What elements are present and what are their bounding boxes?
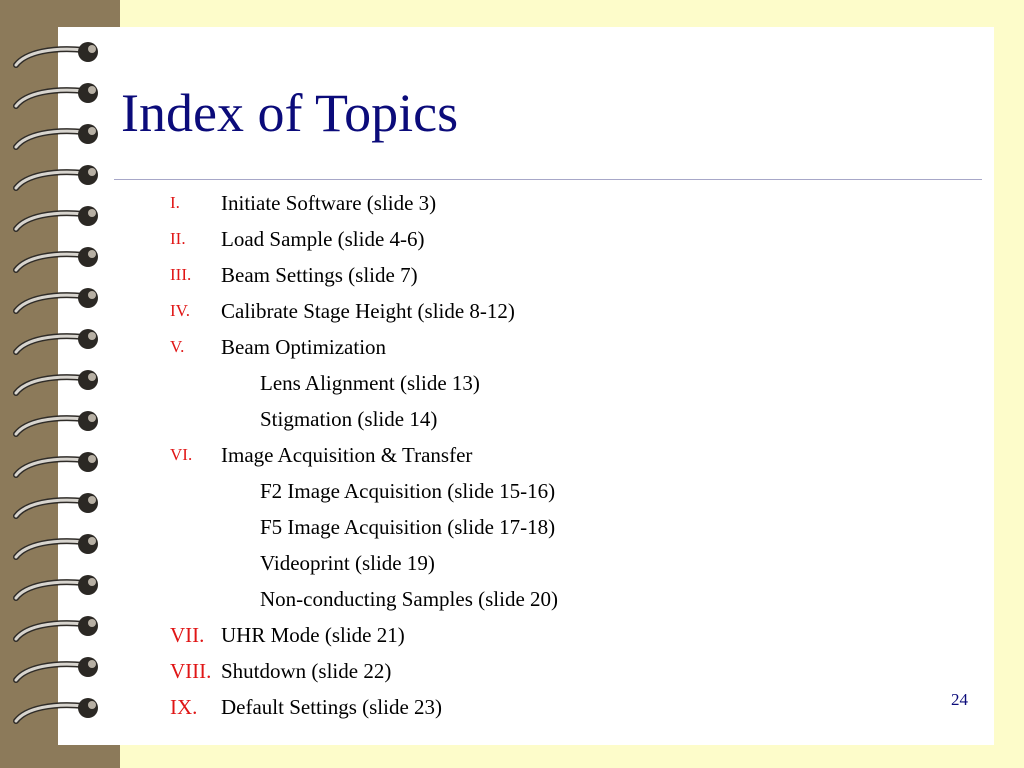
spiral-ring-icon bbox=[8, 405, 108, 445]
topic-item bbox=[170, 690, 830, 726]
title-divider bbox=[114, 179, 982, 180]
page-title: Index of Topics bbox=[121, 83, 459, 143]
subtopic-item bbox=[170, 582, 830, 618]
topic-numeral: IX. bbox=[170, 695, 198, 719]
topic-item bbox=[170, 294, 830, 330]
subtopic-text: F5 Image Acquisition (slide 17-18) bbox=[260, 515, 556, 539]
spiral-ring-icon bbox=[8, 364, 108, 404]
spiral-ring-icon bbox=[8, 36, 108, 76]
spiral-ring-icon bbox=[8, 323, 108, 363]
topic-item bbox=[170, 438, 830, 474]
spiral-ring-icon bbox=[8, 528, 108, 568]
page-number: 24 bbox=[951, 690, 968, 709]
subtopic-item bbox=[170, 366, 830, 402]
subtopic-text: Non-conducting Samples (slide 20) bbox=[260, 587, 559, 611]
spiral-ring-icon bbox=[8, 610, 108, 650]
topic-text: Beam Settings (slide 7) bbox=[221, 263, 418, 287]
spiral-ring-icon bbox=[8, 241, 108, 281]
subtopic-text: Videoprint (slide 19) bbox=[260, 551, 435, 575]
topic-text: Calibrate Stage Height (slide 8-12) bbox=[221, 299, 515, 323]
subtopic-text: Lens Alignment (slide 13) bbox=[260, 371, 480, 395]
topic-text: Load Sample (slide 4-6) bbox=[221, 227, 425, 251]
spiral-ring-icon bbox=[8, 446, 108, 486]
topic-numeral: VII. bbox=[170, 623, 205, 647]
topic-item bbox=[170, 654, 830, 690]
spiral-ring-icon bbox=[8, 200, 108, 240]
subtopic-item bbox=[170, 546, 830, 582]
topic-item bbox=[170, 222, 830, 258]
spiral-ring-icon bbox=[8, 651, 108, 691]
spiral-ring-icon bbox=[8, 487, 108, 527]
topic-numeral: V. bbox=[170, 337, 185, 356]
subtopic-item bbox=[170, 402, 830, 438]
topic-text: Beam Optimization bbox=[221, 335, 387, 359]
topic-text: UHR Mode (slide 21) bbox=[221, 623, 405, 647]
topic-list bbox=[170, 186, 830, 726]
subtopic-item bbox=[170, 474, 830, 510]
topic-numeral: I. bbox=[170, 193, 180, 212]
topic-numeral: II. bbox=[170, 229, 186, 248]
topic-text: Default Settings (slide 23) bbox=[221, 695, 443, 719]
subtopic-item bbox=[170, 510, 830, 546]
spiral-binding-icon bbox=[8, 36, 108, 736]
spiral-ring-icon bbox=[8, 118, 108, 158]
topic-item bbox=[170, 330, 830, 366]
topic-item bbox=[170, 258, 830, 294]
topic-item bbox=[170, 618, 830, 654]
spiral-ring-icon bbox=[8, 692, 108, 732]
spiral-ring-icon bbox=[8, 77, 108, 117]
subtopic-text: F2 Image Acquisition (slide 15-16) bbox=[260, 479, 556, 503]
topic-numeral: VIII. bbox=[170, 659, 212, 683]
topic-numeral: III. bbox=[170, 265, 192, 284]
subtopic-text: Stigmation (slide 14) bbox=[260, 407, 438, 431]
topic-text: Shutdown (slide 22) bbox=[221, 659, 392, 683]
topic-item bbox=[170, 186, 830, 222]
spiral-ring-icon bbox=[8, 569, 108, 609]
spiral-ring-icon bbox=[8, 282, 108, 322]
spiral-ring-icon bbox=[8, 159, 108, 199]
topic-text: Initiate Software (slide 3) bbox=[221, 191, 437, 215]
topic-text: Image Acquisition & Transfer bbox=[221, 443, 473, 467]
topic-numeral: VI. bbox=[170, 445, 193, 464]
topic-numeral: IV. bbox=[170, 301, 190, 320]
